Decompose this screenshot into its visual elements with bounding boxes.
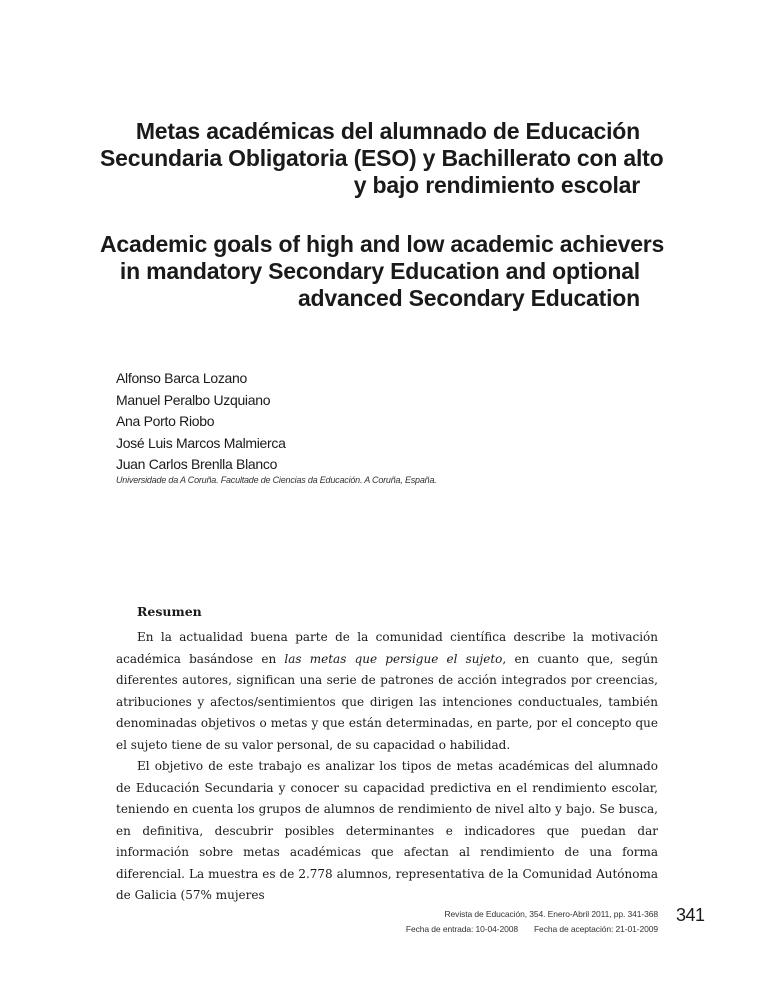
abstract-body: [116, 627, 658, 907]
page-number: 341: [676, 905, 705, 925]
date-accepted: Fecha de aceptación: 21-01-2009: [533, 924, 658, 934]
title-english-line-1: Academic goals of high and low academic achievers: [100, 231, 665, 257]
title-english: [100, 231, 665, 312]
author-name: Juan Carlos Brenlla Blanco: [116, 456, 278, 472]
title-spanish-line-1: Metas académicas del alumnado de Educación: [135, 118, 640, 144]
journal-citation: Revista de Educación, 354. Enero-Abril 2011, pp. 341-368: [444, 909, 658, 919]
title-spanish: [100, 118, 664, 199]
title-spanish-line-2: Secundaria Obligatoria (ESO) y Bachillerato con alto: [100, 145, 664, 171]
title-spanish-line-3: y bajo rendimiento escolar: [353, 172, 640, 198]
submission-dates: [300, 922, 658, 937]
author-name: Manuel Peralbo Uzquiano: [116, 391, 271, 408]
author-name: José Luis Marcos Malmierca: [116, 434, 286, 451]
title-english-line-2: in mandatory Secondary Education and optional: [119, 258, 640, 284]
abstract-p1-text-continued: , en cuanto que, según diferentes autores, significan una serie de patrones de acción integrados por creencias, atribuciones y afectos/sentimientos que dirigen las intenciones conductuales, también denominadas objetivos o metas y que están determinadas, en parte, por el concepto que el sujeto tiene de su valor personal, de su capacidad o habilidad.: [116, 651, 658, 752]
author-name: Alfonso Barca Lozano: [116, 370, 247, 386]
author-affiliation: Universidade da A Coruña. Facultade de Ciencias da Educación. A Coruña, España.: [116, 475, 437, 485]
abstract-paragraph-1: [116, 627, 658, 756]
author-list: [116, 368, 286, 476]
author-name: Ana Porto Riobo: [116, 413, 215, 429]
date-received: Fecha de entrada: 10-04-2008: [405, 924, 518, 934]
abstract-p1-text: En la actualidad buena parte de la comunidad científica describe la motivación académica basándose en: [116, 630, 658, 666]
abstract-heading: Resumen: [137, 604, 202, 619]
abstract-paragraph-2: El objetivo de este trabajo es analizar los tipos de metas académicas del alumnado de Educación Secundaria y conocer su capacidad predictiva en el rendimiento escolar, teniendo en cuenta los grupos de alumnos de rendimiento de nivel alto y bajo. Se busca, en definitiva, descubrir posibles determinantes e indicadores que puedan dar información sobre metas académicas que afectan al rendimiento de una forma diferencial. La muestra es de 2.778 alumnos, representativa de la Comunidad Autónoma de Galicia (57% mujeres: [116, 759, 658, 902]
abstract-p1-emphasis: las metas que persigue el sujeto: [284, 651, 503, 666]
page-footer: [300, 907, 658, 937]
title-english-line-3: advanced Secondary Education: [297, 285, 640, 311]
